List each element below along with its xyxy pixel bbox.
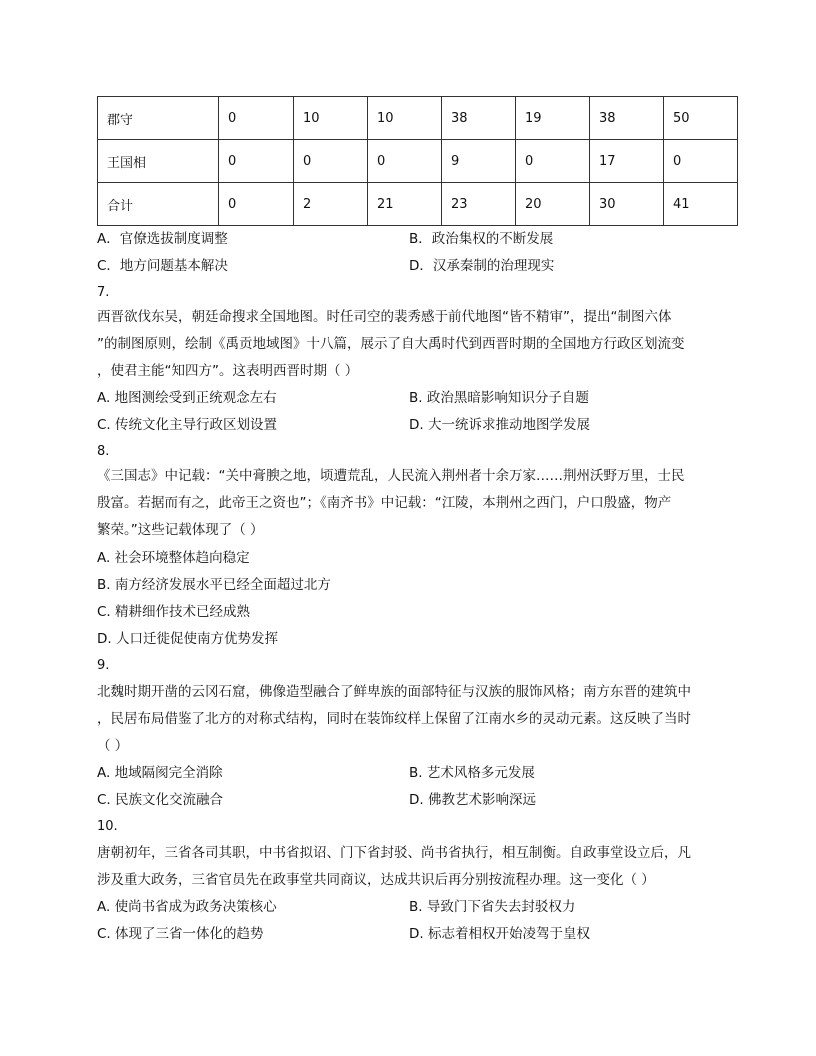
q7-option-d: D. 大一统诉求推动地图学发展 <box>409 417 590 433</box>
table-cell: 0 <box>219 183 294 226</box>
table-cell: 17 <box>590 140 664 183</box>
q10-stem-line: 唐朝初年，三省各司其职，中书省拟诏、门下省封驳、尚书省执行，相互制衡。自政事堂设立后，凡 <box>97 845 691 861</box>
table-cell: 0 <box>516 140 590 183</box>
q9-option-d: D. 佛教艺术影响深远 <box>409 792 536 808</box>
table-cell: 38 <box>442 97 516 140</box>
q9-option-b: B. 艺术风格多元发展 <box>409 765 535 781</box>
q9-stem-line: 北魏时期开凿的云冈石窟，佛像造型融合了鲜卑族的面部特征与汉族的服饰风格；南方东晋的建筑中 <box>97 684 691 700</box>
table-cell: 50 <box>664 97 738 140</box>
q8-option-d: D. 人口迁徙促使南方优势发挥 <box>97 631 278 647</box>
q9-stem-line: （ ） <box>97 738 129 754</box>
q9-option-c: C. 民族文化交流融合 <box>97 792 224 808</box>
q8-option-c: C. 精耕细作技术已经成熟 <box>97 604 251 620</box>
q7-option-a: A. 地图测绘受到正统观念左右 <box>97 390 277 406</box>
q10-stem-line: 涉及重大政务，三省官员先在政事堂共同商议，达成共识后再分别按流程办理。这一变化（ ） <box>97 872 655 888</box>
q7-option-c: C. 传统文化主导行政区划设置 <box>97 417 278 433</box>
q7-number: 7. <box>97 285 110 300</box>
table-cell: 41 <box>664 183 738 226</box>
q10-number: 10. <box>97 819 118 834</box>
q7-stem-line: 西晋欲伐东吴，朝廷命搜求全国地图。时任司空的裴秀感于前代地图“皆不精审”，提出“制图六体 <box>97 309 672 325</box>
row-label: 合计 <box>98 183 219 226</box>
q9-number: 9. <box>97 658 110 673</box>
q9-stem-line: ，民居布局借鉴了北方的对称式结构，同时在装饰纹样上保留了江南水乡的灵动元素。这反映了当时 <box>97 711 691 727</box>
q10-option-a: A. 使尚书省成为政务决策核心 <box>97 899 277 915</box>
q8-stem-line: 繁荣。”这些记载体现了（ ） <box>97 522 264 538</box>
table-cell: 30 <box>590 183 664 226</box>
q6-option-d: D．汉承秦制的治理现实 <box>409 258 555 274</box>
q10-option-b: B. 导致门下省失去封驳权力 <box>409 899 576 915</box>
table-cell: 21 <box>368 183 442 226</box>
table-row <box>98 140 738 183</box>
table-row <box>98 183 738 226</box>
table-cell: 0 <box>368 140 442 183</box>
table-row <box>98 97 738 140</box>
official-count-table <box>97 96 738 226</box>
table-cell: 0 <box>294 140 368 183</box>
q10-option-d: D. 标志着相权开始凌驾于皇权 <box>409 926 590 942</box>
table-cell: 20 <box>516 183 590 226</box>
q10-option-c: C. 体现了三省一体化的趋势 <box>97 926 264 942</box>
table-cell: 2 <box>294 183 368 226</box>
table-cell: 19 <box>516 97 590 140</box>
table-cell: 0 <box>664 140 738 183</box>
q8-number: 8. <box>97 444 110 459</box>
q7-stem-line: ，使君主能“知四方”。这表明西晋时期（ ） <box>97 363 359 379</box>
table-cell: 23 <box>442 183 516 226</box>
table-cell: 10 <box>294 97 368 140</box>
q6-option-b: B．政治集权的不断发展 <box>409 231 554 247</box>
table-cell: 0 <box>219 140 294 183</box>
q8-option-b: B. 南方经济发展水平已经全面超过北方 <box>97 577 331 593</box>
q8-stem-line: 《三国志》中记载：“关中膏腴之地，顷遭荒乱，人民流入荆州者十余万家……荆州沃野万里，士民 <box>97 468 685 484</box>
table-cell: 10 <box>368 97 442 140</box>
q6-option-a: A．官僚选拔制度调整 <box>97 231 228 247</box>
q9-option-a: A. 地域隔阂完全消除 <box>97 765 223 781</box>
table-cell: 9 <box>442 140 516 183</box>
q7-stem-line: ”的制图原则，绘制《禹贡地域图》十八篇，展示了自大禹时代到西晋时期的全国地方行政区划流变 <box>97 336 685 352</box>
q8-option-a: A. 社会环境整体趋向稳定 <box>97 550 250 566</box>
q6-option-c: C．地方问题基本解决 <box>97 258 228 274</box>
row-label: 郡守 <box>98 97 219 140</box>
q7-option-b: B. 政治黑暗影响知识分子自题 <box>409 390 589 406</box>
table-cell: 0 <box>219 97 294 140</box>
row-label: 王国相 <box>98 140 219 183</box>
table-cell: 38 <box>590 97 664 140</box>
q8-stem-line: 殷富。若据而有之，此帝王之资也”；《南齐书》中记载：“江陵，本荆州之西门，户口殷盛，物产 <box>97 495 672 511</box>
